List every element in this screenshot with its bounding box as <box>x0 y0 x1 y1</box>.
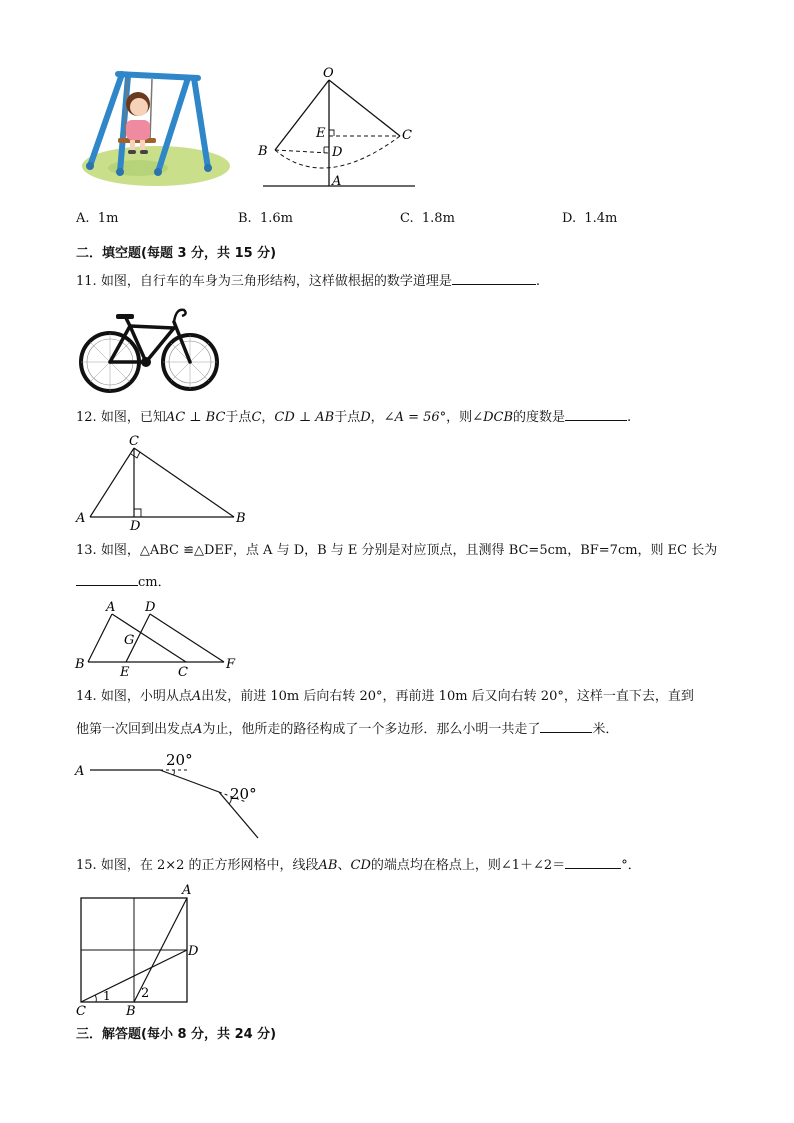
question-end: . <box>627 410 632 425</box>
math-expression: ∠A = 56° <box>383 410 447 425</box>
answer-blank-13[interactable] <box>76 573 138 586</box>
math-expression: C <box>251 410 262 425</box>
question-text: ， <box>261 410 275 425</box>
question-end: . <box>535 274 540 289</box>
section-3-heading: 三．解答题(每小 8 分，共 24 分) <box>76 1027 277 1042</box>
point-label-f: F <box>226 657 236 672</box>
math-expression: A <box>193 722 203 737</box>
question-end: 米． <box>592 722 619 737</box>
question-unit: cm． <box>138 575 171 590</box>
option-a[interactable] <box>76 210 118 228</box>
question-number: 13. <box>76 543 97 558</box>
option-letter: B. <box>238 211 252 226</box>
point-label-c: C <box>402 128 412 143</box>
point-label-a: A <box>76 511 86 526</box>
question-14 <box>76 688 694 706</box>
option-text: 1m <box>97 211 119 226</box>
option-text: 1.8m <box>421 211 455 226</box>
answer-blank-15[interactable] <box>565 856 621 869</box>
question-text: 、 <box>337 858 351 873</box>
point-label-b: B <box>75 657 85 672</box>
answer-blank-11[interactable] <box>452 272 536 285</box>
math-expression: D <box>360 410 371 425</box>
point-label-a: A <box>182 883 192 898</box>
bicycle-illustration <box>78 300 220 396</box>
point-label-d: D <box>188 944 199 959</box>
question-13-line2 <box>76 573 171 592</box>
point-label-c: C <box>129 434 139 449</box>
question-text: 出发，前进 10m 后向右转 20°，再前进 10m 后又向右转 20°，这样一直下去，直到 <box>201 689 694 704</box>
point-label-c: C <box>178 665 188 680</box>
point-label-d: D <box>145 600 156 615</box>
swing-illustration <box>78 64 230 190</box>
point-label-e: E <box>120 665 130 680</box>
option-letter: C. <box>400 211 414 226</box>
path-turning-figure <box>74 748 274 844</box>
option-letter: A. <box>76 211 90 226</box>
question-text: ，则 <box>446 410 473 425</box>
math-expression: CD ⊥ AB <box>274 410 335 425</box>
point-label-e: E <box>316 126 326 141</box>
point-label-a: A <box>332 174 342 189</box>
question-text: 如图，已知 <box>100 410 166 425</box>
angle-label-1: 1 <box>103 989 111 1003</box>
section-2-heading: 二．填空题(每题 3 分，共 15 分) <box>76 246 277 261</box>
right-triangle-figure <box>74 432 254 532</box>
math-expression: AB <box>318 858 338 873</box>
point-label-o: O <box>323 66 334 81</box>
question-end: °． <box>621 858 641 873</box>
question-text: 如图，自行车的车身为三角形结构，这样做根据的数学道理是 <box>100 274 452 289</box>
point-label-d: D <box>332 145 343 160</box>
question-13 <box>76 542 717 560</box>
math-expression: ∠DCB <box>472 410 514 425</box>
point-label-b: B <box>258 144 268 159</box>
option-letter: D. <box>562 211 577 226</box>
question-text: 如图，△ABC ≌△DEF，点 A 与 D，B 与 E 分别是对应顶点，且测得 BC=5cm，BF=7cm，则 EC 长为 <box>100 543 718 558</box>
point-label-b: B <box>236 511 246 526</box>
math-expression: AC ⊥ BC <box>165 410 226 425</box>
point-label-g: G <box>124 633 135 648</box>
angle-label-1: 20° <box>166 751 193 769</box>
point-label-a: A <box>75 764 85 779</box>
question-12 <box>76 408 631 427</box>
grid-angles-figure <box>74 880 214 1016</box>
option-text: 1.4m <box>584 211 618 226</box>
question-14-line2 <box>76 720 618 739</box>
point-label-c: C <box>76 1004 86 1016</box>
answer-blank-12[interactable] <box>565 408 627 421</box>
point-label-b: B <box>126 1004 136 1016</box>
question-number: 14. <box>76 689 97 704</box>
point-label-d: D <box>130 519 141 532</box>
question-11 <box>76 272 540 291</box>
question-text: 如图，小明从点 <box>100 689 192 704</box>
point-label-a: A <box>106 600 116 615</box>
question-number: 12. <box>76 410 97 425</box>
answer-blank-14[interactable] <box>540 720 592 733</box>
congruent-triangles-figure <box>74 596 244 680</box>
question-text: 为止，他所走的路径构成了一个多边形．那么小明一共走了 <box>202 722 541 737</box>
question-text: 的度数是 <box>513 410 566 425</box>
angle-label-2: 20° <box>230 785 257 803</box>
math-expression: CD <box>350 858 371 873</box>
question-text: 于点 <box>334 410 361 425</box>
option-d[interactable] <box>562 210 617 228</box>
question-text: ， <box>370 410 384 425</box>
question-15 <box>76 856 641 875</box>
question-text: 的端点均在格点上，则∠1＋∠2＝ <box>370 858 566 873</box>
question-number: 15. <box>76 858 97 873</box>
math-expression: A <box>191 689 202 704</box>
question-text: 他第一次回到出发点 <box>76 722 194 737</box>
option-b[interactable] <box>238 210 293 228</box>
question-text: 于点 <box>225 410 252 425</box>
swing-geometry-figure <box>255 64 425 190</box>
option-c[interactable] <box>400 210 455 228</box>
option-text: 1.6m <box>259 211 293 226</box>
angle-label-2: 2 <box>141 986 150 1001</box>
question-number: 11. <box>76 274 97 289</box>
question-text: 如图，在 2×2 的正方形网格中，线段 <box>100 858 319 873</box>
